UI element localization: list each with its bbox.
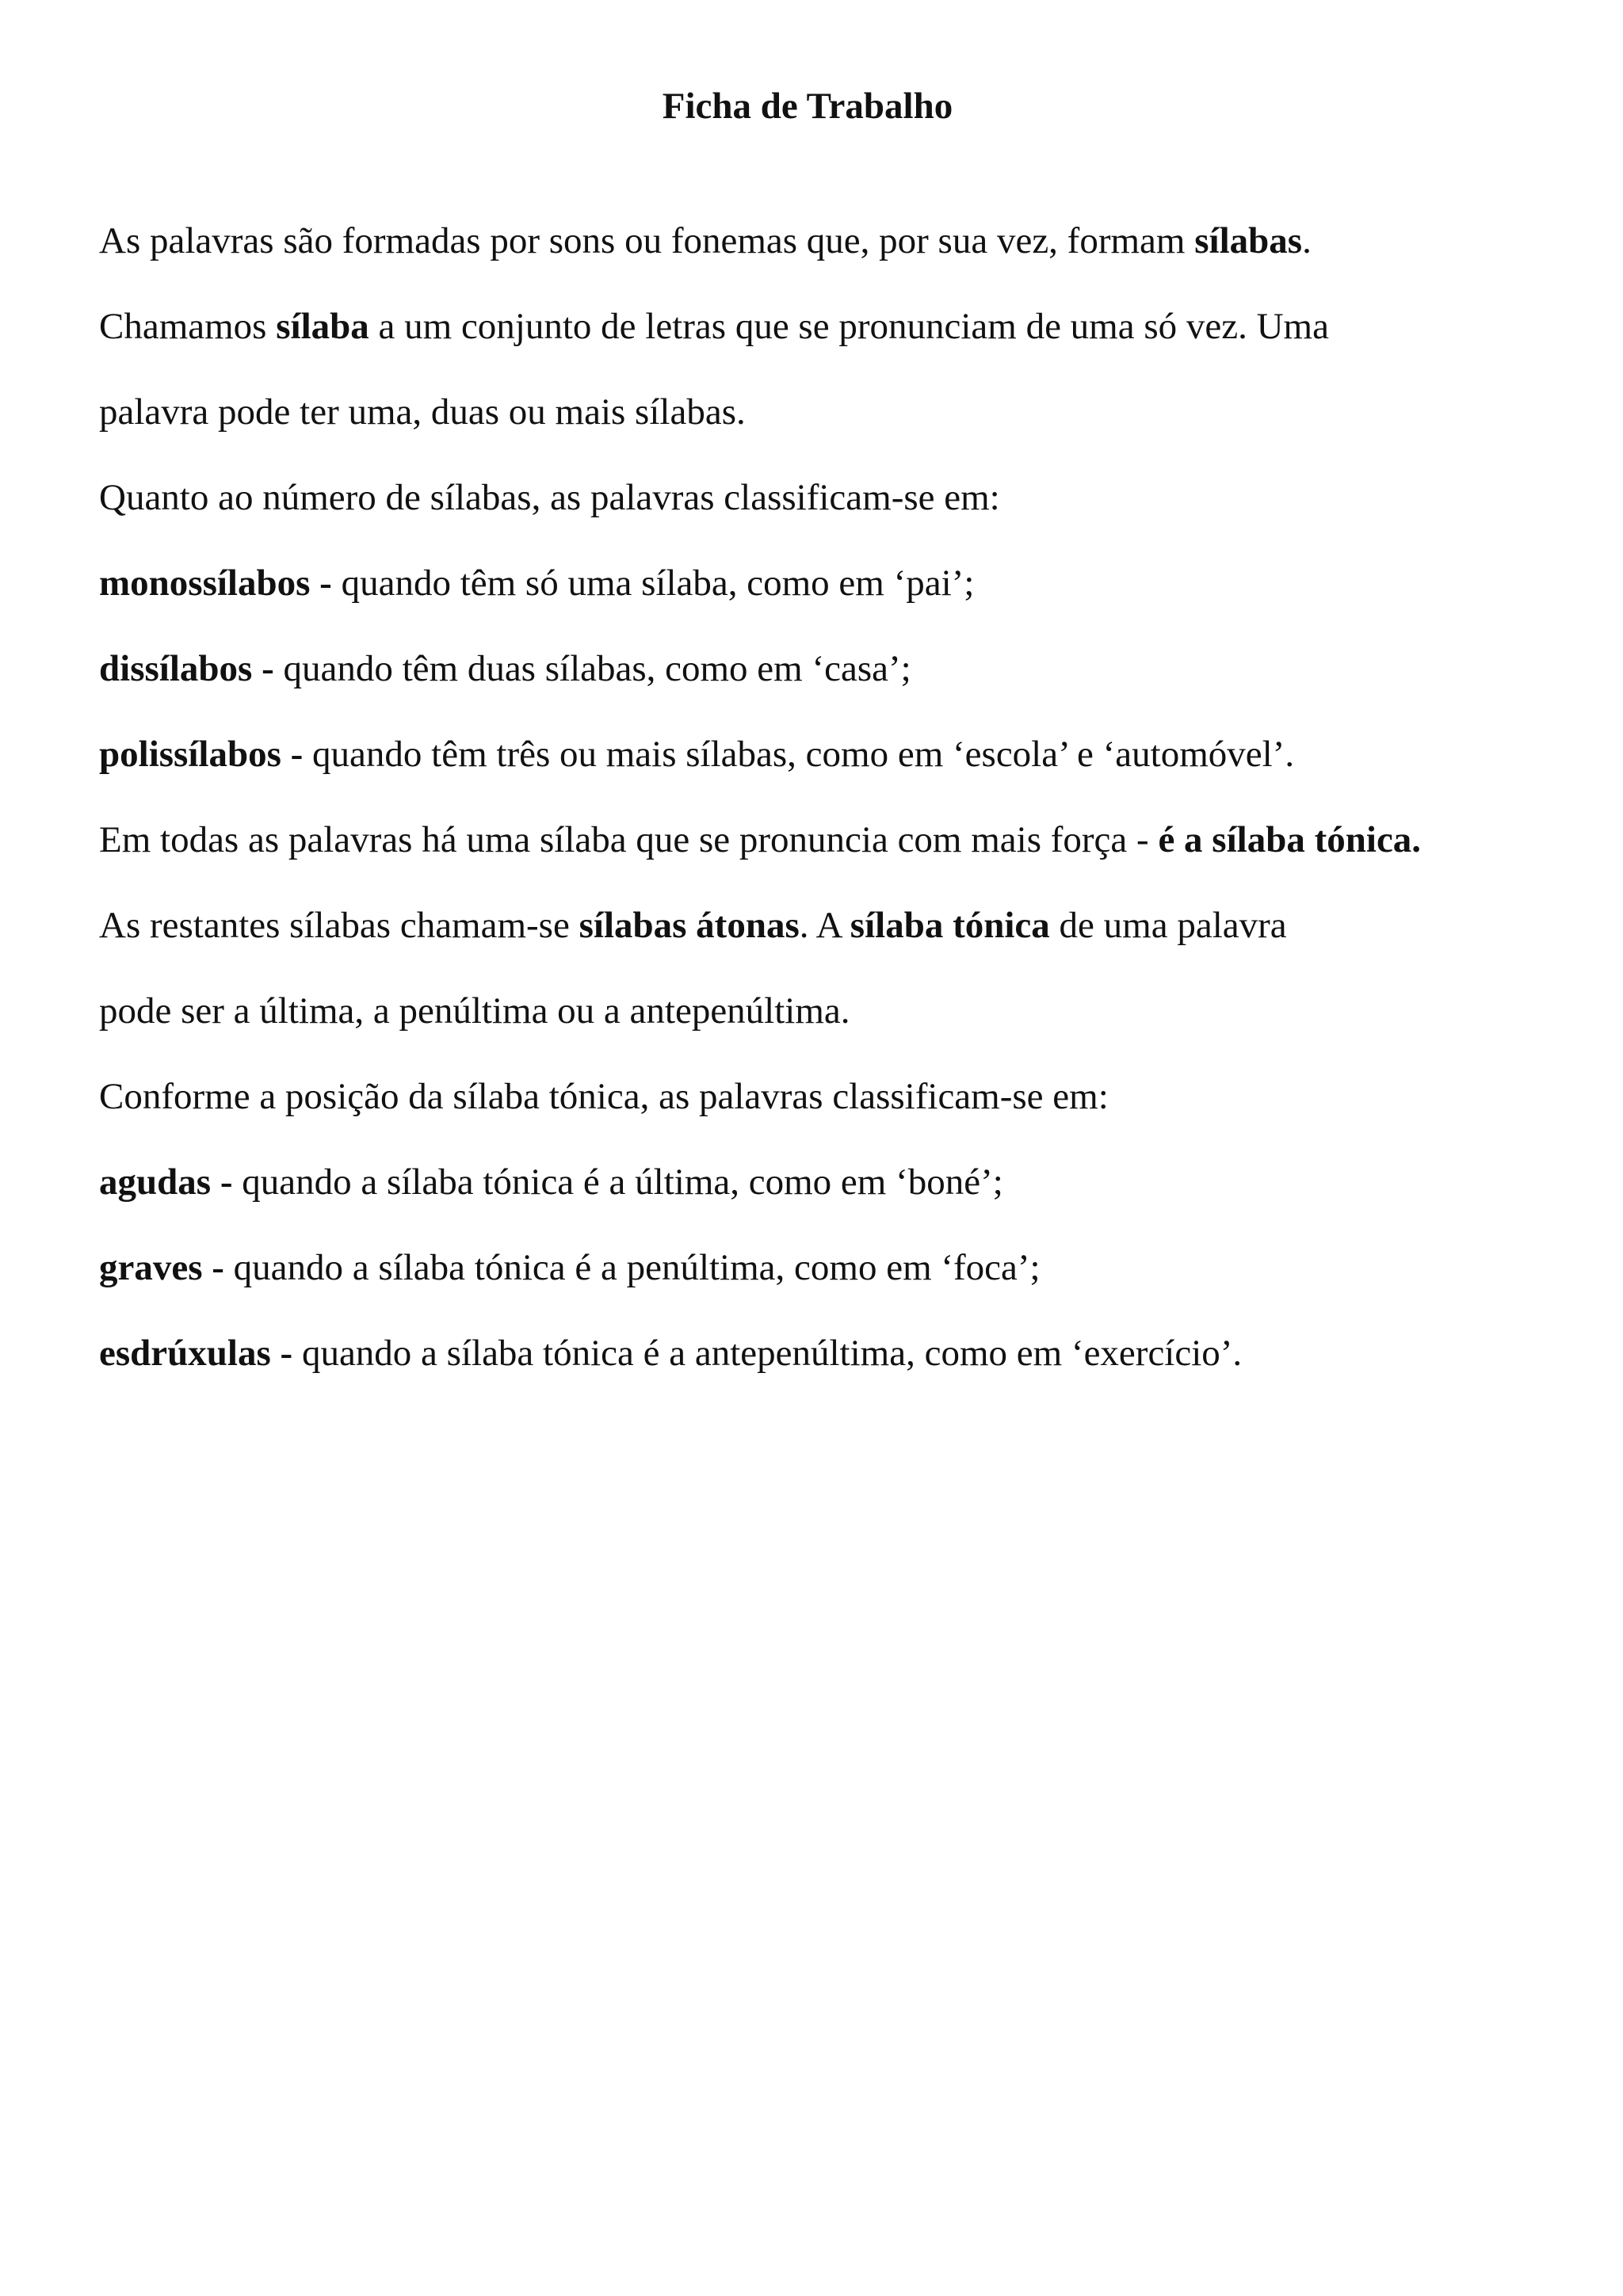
bold-term: sílaba — [276, 306, 369, 347]
text: pode ser a última, a penúltima ou a antepenúltima. — [99, 990, 850, 1032]
text: Chamamos — [99, 306, 277, 347]
text: quando a sílaba tónica é a antepenúltima, como em ‘exercício’. — [292, 1333, 1243, 1374]
text: As palavras são formadas por sons ou fonemas que, por sua vez, formam — [99, 220, 1195, 261]
bold-term: monossílabos - — [99, 563, 332, 604]
item-agudas — [99, 1154, 1516, 1211]
text: Conforme a posição da sílaba tónica, as palavras classificam-se em: — [99, 1076, 1109, 1117]
bold-term: dissílabos - — [99, 648, 274, 689]
text: Em todas as palavras há uma sílaba que se pronuncia com mais força - — [99, 819, 1159, 860]
text: quando têm duas sílabas, como em ‘casa’; — [273, 648, 911, 689]
text: . A — [799, 905, 850, 946]
paragraph-classification-intro — [99, 469, 1516, 526]
text: quando a sílaba tónica é a última, como em ‘boné’; — [232, 1161, 1003, 1203]
paragraph-tonic-position — [99, 982, 1516, 1039]
bold-term: sílaba tónica — [850, 905, 1050, 946]
bold-term: agudas - — [99, 1161, 233, 1203]
item-dissilabos — [99, 640, 1516, 697]
page-title: Ficha de Trabalho — [662, 86, 953, 127]
paragraph-position-classification — [99, 1068, 1516, 1125]
bold-term: é a sílaba tónica. — [1158, 819, 1422, 860]
text: Quanto ao número de sílabas, as palavras classificam-se em: — [99, 477, 1000, 518]
item-monossilabos — [99, 555, 1516, 612]
item-esdruxulas — [99, 1325, 1516, 1382]
paragraph-atonic-syllables — [99, 897, 1516, 954]
bold-term: esdrúxulas - — [99, 1333, 293, 1374]
paragraph-intro — [99, 212, 1516, 269]
item-graves — [99, 1239, 1516, 1296]
item-polissilabos — [99, 726, 1516, 783]
bold-term: graves - — [99, 1247, 224, 1288]
paragraph-syllable-definition — [99, 298, 1516, 355]
worksheet-page — [99, 79, 1516, 1410]
text: palavra pode ter uma, duas ou mais sílabas. — [99, 391, 746, 433]
text: As restantes sílabas chamam-se — [99, 905, 579, 946]
text: a um conjunto de letras que se pronunciam de uma só vez. Uma — [369, 306, 1329, 347]
bold-term: polissílabos - — [99, 734, 304, 775]
text: . — [1302, 220, 1312, 261]
paragraph-syllable-count — [99, 383, 1516, 441]
bold-term: sílabas — [1194, 220, 1303, 261]
bold-term: sílabas átonas — [579, 905, 800, 946]
text: de uma palavra — [1049, 905, 1287, 946]
text: quando a sílaba tónica é a penúltima, como em ‘foca’; — [223, 1247, 1041, 1288]
paragraph-tonic-syllable — [99, 811, 1516, 868]
text: quando têm três ou mais sílabas, como em ‘escola’ e ‘automóvel’. — [303, 734, 1295, 775]
text: quando têm só uma sílaba, como em ‘pai’; — [331, 563, 975, 604]
